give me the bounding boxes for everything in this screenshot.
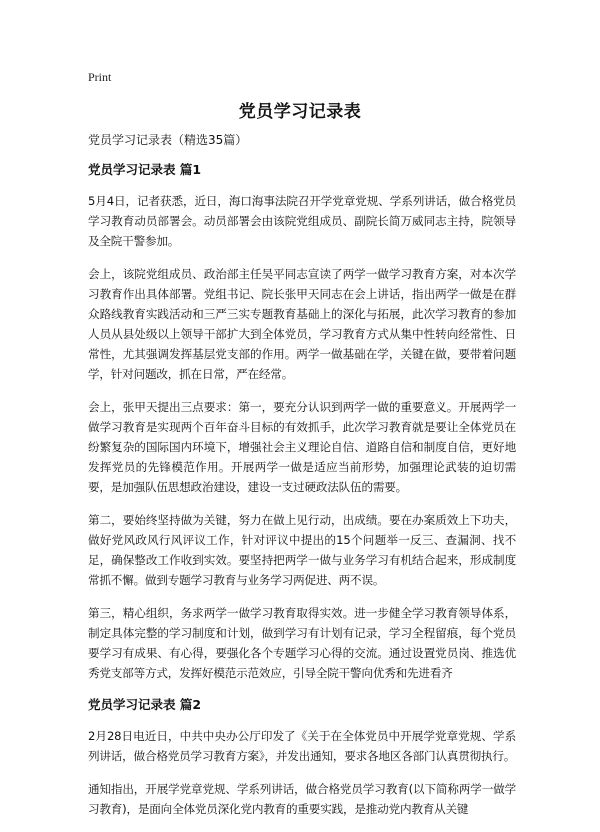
paragraph: 5月4日，记者获悉，近日，海口海事法院召开学党章党规、学系列讲话，做合格党员学习教育动员部署会。动员部署会由该院党组成员、副院长简万威同志主持，院领导及全院干警参加。 bbox=[88, 194, 516, 248]
paragraph: 会上，张甲天提出三点要求：第一，要充分认识到两学一做的重要意义。开展两学一做学习教育是实现两个百年奋斗目标的有效抓手，此次学习教育就是要让全体党员在纷繁复杂的国际国内环境下，增强社会主义理论自信、道路自信和制度自信，更好地发挥党员的先锋模范作用。开展两学一做是适应当前形势，加强理论武装的迫切需要，是加强队伍思想政治建设，建设一支过硬政法队伍的需要。 bbox=[88, 400, 516, 494]
paragraph: 通知指出，开展学党章党规、学系列讲话，做合格党员学习教育(以下简称两学一做学习教育)，是面向全体党员深化党内教育的重要实践，是推动党内教育从关键 bbox=[88, 782, 516, 816]
section-heading: 党员学习记录表 篇2 bbox=[88, 697, 202, 712]
section-1 bbox=[88, 161, 516, 683]
page-title: 党员学习记录表 bbox=[238, 102, 362, 122]
section-2 bbox=[88, 696, 516, 819]
paragraph: 第三，精心组织，务求两学一做学习教育取得实效。进一步健全学习教育领导体系，制定具体完整的学习制度和计划，做到学习有计划有记录，学习全程留痕，每个党员要学习有成果、有心得，要强化各个专题学习心得的交流。通过设置党员岗、推选优秀党支部等方式，发挥好模范示范效应，引导全院干警向优秀和先进看齐 bbox=[88, 606, 516, 680]
paragraph: 第二，要始终坚持做为关键，努力在做上见行动，出成绩。要在办案质效上下功夫，做好党风政风行风评议工作，针对评议中提出的15个问题举一反三、查漏洞、找不足，确保整改工作收到实效。要坚持把两学一做与业务学习有机结合起来，形成制度常抓不懈。做到专题学习教育与业务学习两促进、两不误。 bbox=[88, 513, 516, 587]
print-link[interactable]: Print bbox=[88, 70, 112, 84]
paragraph: 2月28日电近日，中共中央办公厅印发了《关于在全体党员中开展学党章党规、学系列讲话，做合格党员学习教育方案》，并发出通知，要求各地区各部门认真贯彻执行。 bbox=[88, 729, 516, 763]
document-body bbox=[88, 131, 516, 832]
paragraph: 会上，该院党组成员、政治部主任吴平同志宣读了两学一做学习教育方案，对本次学习教育作出具体部署。党组书记、院长张甲天同志在会上讲话，指出两学一做是在群众路线教育实践活动和三严三实专题教育基础上的深化与拓展，此次学习教育的参加人员从县处级以上领导干部扩大到全体党员，学习教育方式从集中性转向经常性、日常性，尤其强调发挥基层党支部的作用。两学一做基础在学，关键在做，要带着问题学，针对问题改，抓在日常，严在经常。 bbox=[88, 267, 516, 381]
document-subtitle: 党员学习记录表（精选35篇） bbox=[88, 133, 248, 147]
section-heading: 党员学习记录表 篇1 bbox=[88, 162, 202, 177]
